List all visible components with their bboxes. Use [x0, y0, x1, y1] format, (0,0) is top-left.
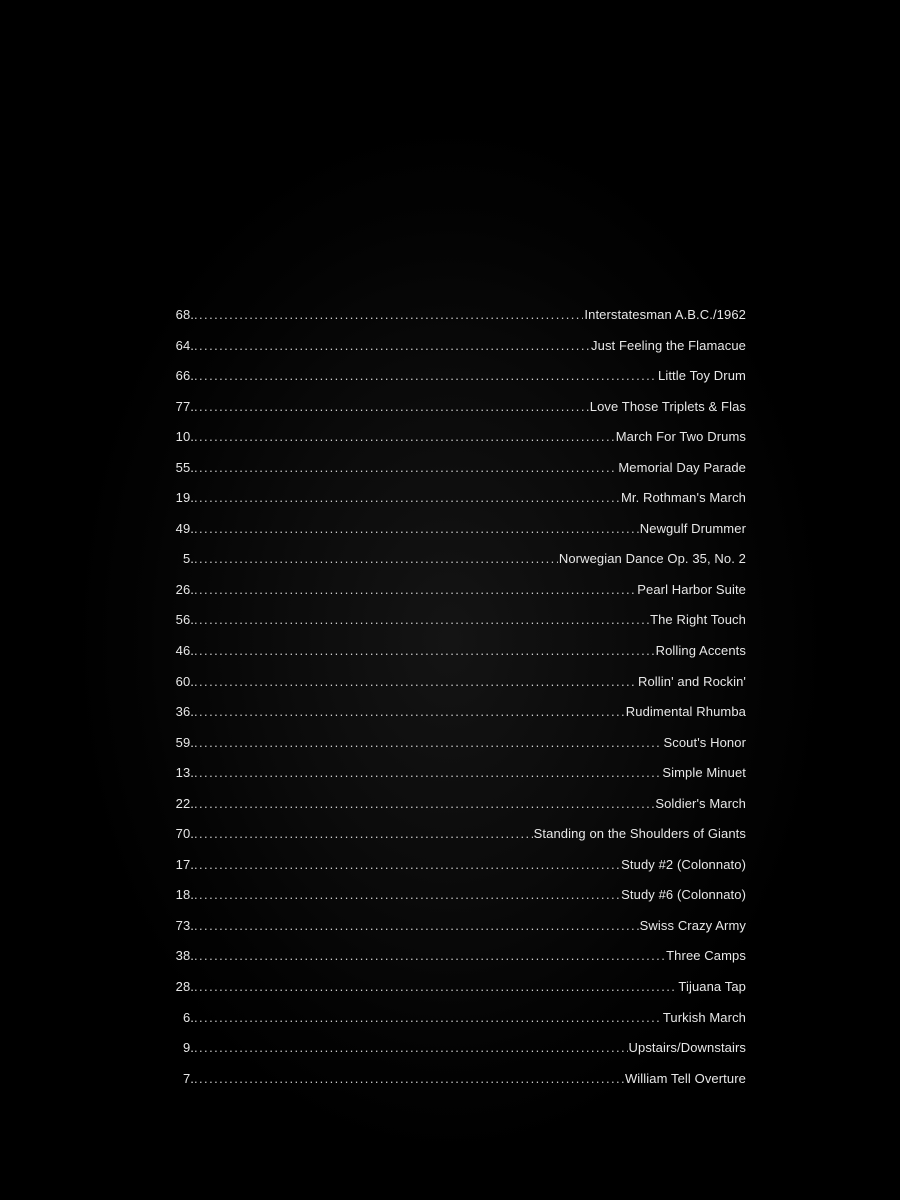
- toc-entry: [172, 304, 746, 335]
- toc-entry: [172, 762, 746, 793]
- toc-entry: [172, 1007, 746, 1038]
- entry-number: 18.: [175, 887, 194, 903]
- entry-number: 5.: [182, 551, 194, 567]
- dot-leader: [194, 1068, 624, 1090]
- toc-entry: [172, 854, 746, 885]
- toc-entry: [172, 457, 746, 488]
- toc-entry: [172, 609, 746, 640]
- entry-title: Three Camps: [666, 948, 746, 964]
- dot-leader: [194, 762, 661, 784]
- toc-entry: [172, 1068, 746, 1099]
- entry-number: 9.: [182, 1040, 194, 1056]
- entry-title: Memorial Day Parade: [618, 459, 746, 475]
- entry-title: Interstatesman A.B.C./1962: [584, 307, 746, 322]
- entry-number: 56.: [175, 612, 194, 628]
- toc-entry: [172, 518, 746, 549]
- entry-title: Rollin' and Rockin': [637, 673, 746, 689]
- toc-entry: [172, 823, 746, 854]
- toc-entry: [172, 701, 746, 732]
- dot-leader: [194, 884, 620, 906]
- dot-leader: [194, 304, 583, 326]
- dot-leader: [194, 518, 639, 540]
- dot-leader: [194, 396, 589, 418]
- entry-number: 59.: [175, 734, 194, 750]
- entry-title: Turkish March: [662, 1009, 746, 1025]
- entry-number: 19.: [175, 490, 194, 506]
- dot-leader: [194, 1007, 662, 1029]
- entry-title: Rudimental Rhumba: [625, 704, 746, 720]
- dot-leader: [194, 335, 590, 357]
- dot-leader: [194, 854, 620, 876]
- toc-entry: [172, 335, 746, 366]
- entry-title: Little Toy Drum: [658, 368, 746, 384]
- dot-leader: [194, 793, 654, 815]
- toc-entry: [172, 793, 746, 824]
- entry-number: 13.: [175, 765, 194, 781]
- toc-entry: [172, 426, 746, 457]
- dot-leader: [194, 548, 558, 570]
- entry-number: 28.: [175, 979, 194, 995]
- toc-entry: [172, 671, 746, 702]
- toc-entry: [172, 365, 746, 396]
- entry-number: 49.: [175, 520, 194, 536]
- entry-title: Norwegian Dance Op. 35, No. 2: [558, 551, 746, 567]
- entry-number: 36.: [175, 704, 194, 720]
- entry-title: Love Those Triplets & Flas: [589, 398, 746, 414]
- dot-leader: [194, 701, 625, 723]
- entry-title: Study #2 (Colonnato): [621, 856, 746, 872]
- entry-title: Newgulf Drummer: [639, 520, 746, 536]
- entry-number: 70.: [175, 826, 194, 842]
- toc-entry: [172, 548, 746, 579]
- entry-number: 6.: [182, 1009, 194, 1025]
- dot-leader: [194, 579, 636, 601]
- entry-title: Just Feeling the Flamacue: [591, 337, 746, 353]
- entry-title: Standing on the Shoulders of Giants: [533, 826, 746, 842]
- dot-leader: [194, 976, 677, 998]
- dot-leader: [194, 732, 662, 754]
- entry-number: 66.: [175, 368, 194, 384]
- entry-number: 26.: [175, 581, 194, 597]
- toc-entry: [172, 945, 746, 976]
- entry-title: Soldier's March: [655, 795, 746, 811]
- entry-title: Rolling Accents: [655, 643, 746, 659]
- toc-entry: [172, 915, 746, 946]
- entry-number: 55.: [175, 459, 194, 475]
- entry-number: 22.: [175, 795, 194, 811]
- dot-leader: [194, 671, 637, 693]
- entry-title: Study #6 (Colonnato): [621, 887, 746, 903]
- entry-title: Simple Minuet: [662, 765, 746, 781]
- entry-title: Pearl Harbor Suite: [637, 581, 746, 597]
- dot-leader: [194, 1037, 628, 1059]
- entry-number: 46.: [175, 643, 194, 659]
- dot-leader: [194, 823, 533, 845]
- dot-leader: [194, 457, 617, 479]
- entry-number: 64.: [175, 337, 194, 353]
- entry-number: 68.: [175, 307, 194, 322]
- dot-leader: [194, 945, 665, 967]
- entry-number: 10.: [175, 429, 194, 445]
- entry-title: Tijuana Tap: [678, 979, 746, 995]
- dot-leader: [194, 487, 620, 509]
- entry-title: Scout's Honor: [663, 734, 746, 750]
- table-of-contents: [172, 304, 746, 1098]
- entry-number: 17.: [175, 856, 194, 872]
- toc-entry: [172, 732, 746, 763]
- entry-number: 73.: [175, 917, 194, 933]
- toc-entry: [172, 396, 746, 427]
- entry-number: 60.: [175, 673, 194, 689]
- toc-entry: [172, 1037, 746, 1068]
- toc-entry: [172, 976, 746, 1007]
- entry-title: William Tell Overture: [624, 1070, 746, 1086]
- entry-title: The Right Touch: [650, 612, 746, 628]
- entry-title: March For Two Drums: [615, 429, 746, 445]
- entry-title: Upstairs/Downstairs: [628, 1040, 746, 1056]
- dot-leader: [194, 640, 655, 662]
- toc-entry: [172, 640, 746, 671]
- toc-entry: [172, 487, 746, 518]
- dot-leader: [194, 365, 657, 387]
- dot-leader: [194, 609, 649, 631]
- entry-number: 77.: [175, 398, 194, 414]
- dot-leader: [194, 426, 615, 448]
- toc-entry: [172, 884, 746, 915]
- entry-number: 38.: [175, 948, 194, 964]
- entry-title: Swiss Crazy Army: [639, 917, 746, 933]
- dot-leader: [194, 915, 639, 937]
- entry-number: 7.: [182, 1070, 194, 1086]
- entry-title: Mr. Rothman's March: [620, 490, 746, 506]
- toc-entry: [172, 579, 746, 610]
